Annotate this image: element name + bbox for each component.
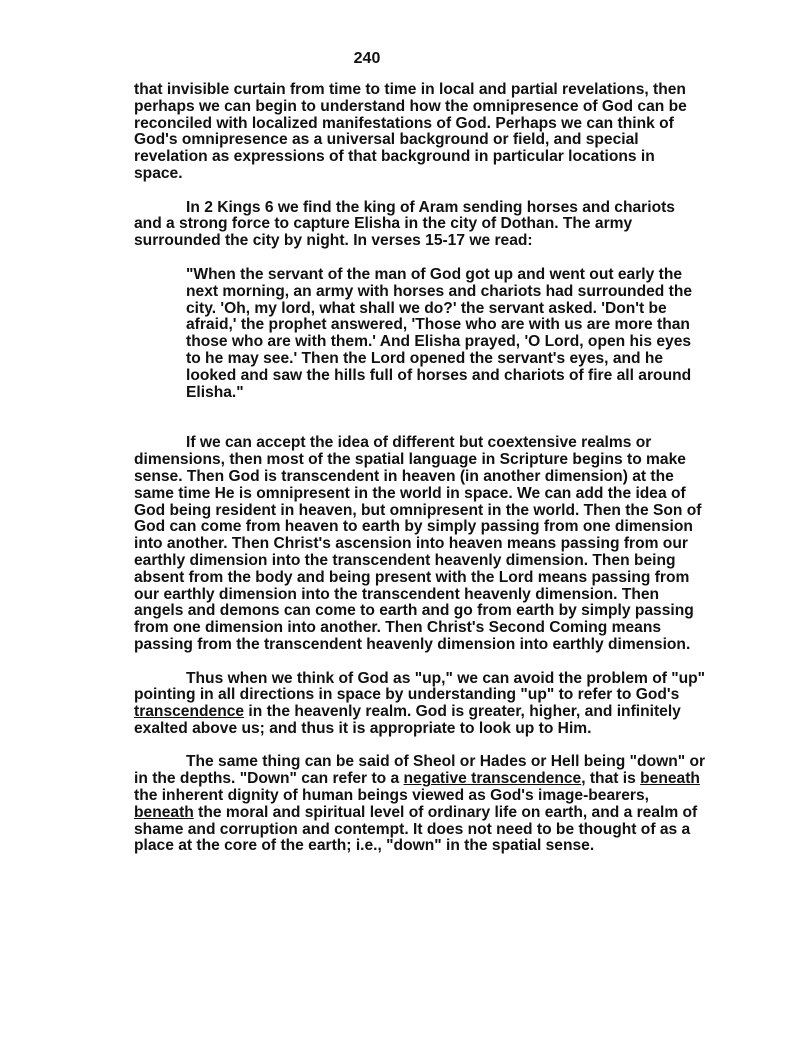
underlined-beneath-1: beneath (640, 770, 700, 788)
paragraph-4-text-a: Thus when we think of God as "up," we can avoid the problem of "up" pointing in all directions in space by understanding "up" to refer to God's (134, 669, 706, 704)
page-number: 240 (353, 50, 381, 67)
block-quote: "When the servant of the man of God got up and went out early the next morning, an army with horses and chariots had surrounded the city. 'Oh, my lord, what shall we do?' the servant asked. 'Don't be afraid,' the prophet answered, 'Those who are with us are more than those who are with them.' And Elisha prayed, 'O Lord, open his eyes to he may see.' Then the Lord opened the servant's eyes, and he looked and saw the hills full of horses and chariots of fire all around Elisha." (186, 265, 693, 401)
paragraph-5-text-d: the moral and spiritual level of ordinary life on earth, and a realm of shame and corruption and contempt. It does not need to be thought of as a place at the core of the earth; i.e., "down" in the spatial sense. (134, 803, 698, 855)
paragraph-3: If we can accept the idea of different but coextensive realms or dimensions, then most of the spatial language in Scripture begins to make sense. Then God is transcendent in heaven (in another dimension) at the same time He is omnipresent in the world in space. We can add the idea of God being resident in heaven, but omnipresent in the world. Then the Son of God can come from heaven to earth by simply passing from one dimension into another. Then Christ's ascension into heaven means passing from our earthly dimension into the transcendent heavenly dimension. Then being absent from the body and being present with the Lord means passing from our earthly dimension into the transcendent heavenly dimension. Then angels and demons can come to earth and go from earth by simply passing from one dimension into another. Then Christ's Second Coming means passing from the transcendent heavenly dimension into earthly dimension. (134, 434, 702, 653)
paragraph-2: In 2 Kings 6 we find the king of Aram sending horses and chariots and a strong force to capture Elisha in the city of Dothan. The army surrounded the city by night. In verses 15-17 we read: (134, 198, 675, 250)
underlined-negative-transcendence: negative transcendence (403, 770, 582, 788)
paragraph-4 (134, 671, 706, 738)
underlined-transcendence: transcendence (134, 703, 245, 721)
body-text (134, 82, 706, 855)
paragraph-1: that invisible curtain from time to time in local and partial revelations, then perhaps we can begin to understand how the omnipresence of God can be reconciled with localized manifestations of God. Perhaps we can think of God's omnipresence as a universal background or field, and special revelation as expressions of that background in particular locations in space. (134, 81, 687, 182)
paragraph-4-text-b: in the heavenly realm. God is greater, higher, and infinitely exalted above us; and thus it is appropriate to look up to Him. (134, 703, 681, 737)
underlined-beneath-2: beneath (134, 803, 194, 821)
paragraph-5-text-c: the inherent dignity of human beings viewed as God's image-bearers, (134, 787, 649, 805)
paragraph-5-text-a: The same thing can be said of Sheol or Hades or Hell being "down" or in the depths. "Down" can refer to a (134, 753, 706, 788)
paragraph-5 (134, 754, 706, 855)
paragraph-5-text-b: , that is (581, 770, 641, 788)
